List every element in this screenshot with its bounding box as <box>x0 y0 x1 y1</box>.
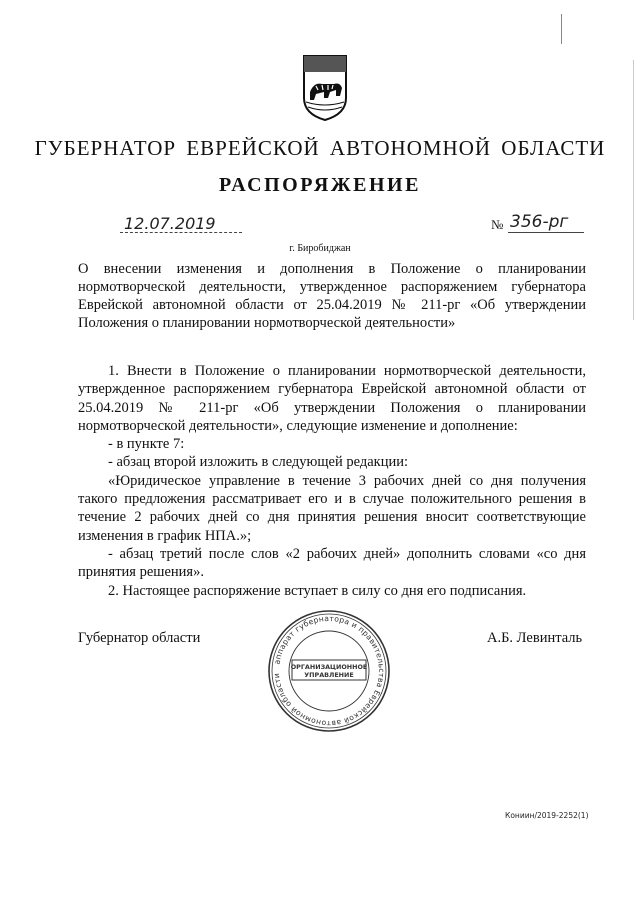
date-underline <box>120 232 242 233</box>
svg-text:ОРГАНИЗАЦИОННОЕ: ОРГАНИЗАЦИОННОЕ <box>290 663 368 671</box>
svg-text:аппарат губернатора и правител: аппарат губернатора и правительства Еврейской автономной области <box>271 613 387 729</box>
document-number: 356-рг <box>510 212 569 232</box>
svg-text:УПРАВЛЕНИЕ: УПРАВЛЕНИЕ <box>304 671 354 679</box>
number-underline <box>508 232 584 233</box>
coat-of-arms-emblem <box>300 52 350 122</box>
signatory-position: Губернатор области <box>78 630 201 646</box>
issue-city: г. Биробиджан <box>289 243 351 254</box>
document-title: О внесении изменения и дополнения в Положение о планировании нормотворческой деятельности, утвержденное распоряжением губернатора Еврейской автономной области от 25.04.2019 № 211-рг «Об утверждении Положения о планировании нормотворческой деятельности» <box>78 261 586 331</box>
body-paragraph: - абзац второй изложить в следующей редакции: <box>108 454 409 471</box>
document-type-heading: РАСПОРЯЖЕНИЕ <box>219 174 421 196</box>
document-body <box>78 362 586 600</box>
body-paragraph: 2. Настоящее распоряжение вступает в силу со дня его подписания. <box>108 582 527 599</box>
signatory-name: А.Б. Левинталь <box>487 630 583 646</box>
body-paragraph: - абзац третий после слов «2 рабочих дней» дополнить словами «со дня принятия решения». <box>78 545 586 581</box>
body-paragraph: - в пункте 7: <box>108 436 185 453</box>
scan-artifact-line <box>561 14 562 44</box>
document-date: 12.07.2019 <box>124 214 216 233</box>
issuing-authority-heading: ГУБЕРНАТОР ЕВРЕЙСКОЙ АВТОНОМНОЙ ОБЛАСТИ <box>34 136 606 160</box>
number-label: № <box>491 217 504 232</box>
document-reference-code: Кониин/2019-2252(1) <box>505 811 589 820</box>
official-stamp <box>266 608 392 734</box>
body-paragraph: 1. Внести в Положение о планировании нормотворческой деятельности, утвержденное распоряжением губернатора Еврейской автономной области от 25.04.2019 № 211-рг «Об утверждении Положения о планировании нормотворческой деятельности», следующие изменение и дополнение: <box>78 363 586 434</box>
body-paragraph: «Юридическое управление в течение 3 рабочих дней со дня получения такого предложения рассматривает его и в случае положительного решения в течение 2 рабочих дней со дня принятия решения вносит соответствующие изменения в график НПА.»; <box>78 472 586 544</box>
